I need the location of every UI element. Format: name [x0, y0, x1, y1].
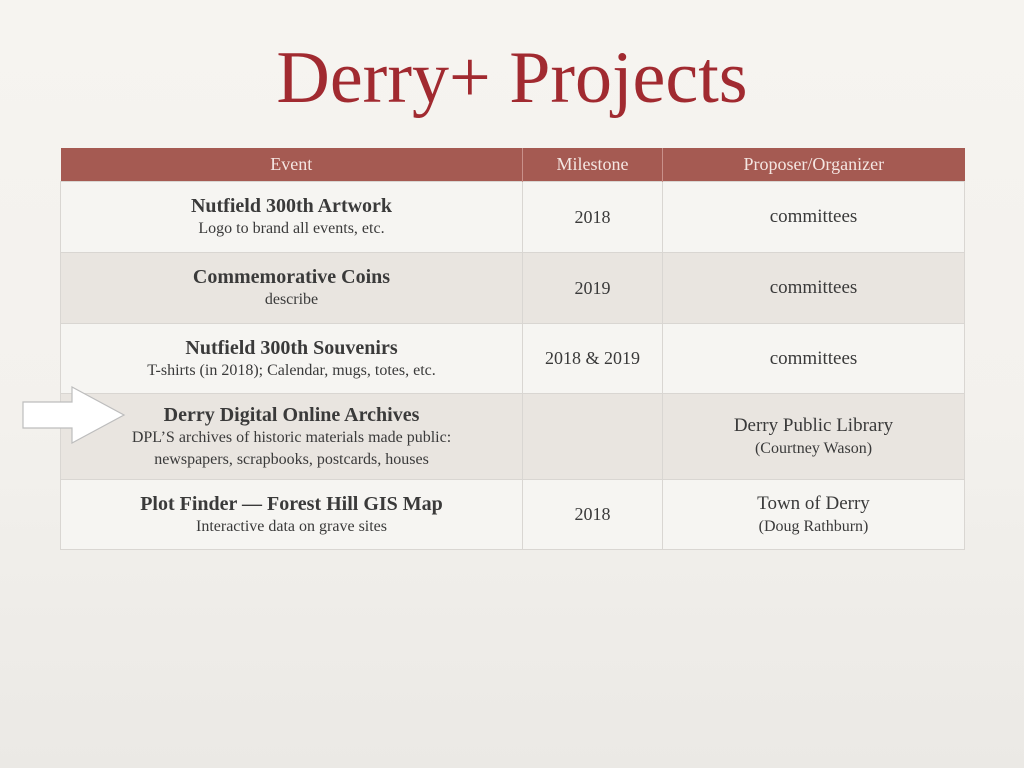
event-cell	[61, 394, 523, 480]
organizer-name: Town of Derry	[757, 492, 870, 514]
event-description: DPL’S archives of historic materials made public:	[131, 428, 452, 446]
event-description: describe	[264, 291, 319, 308]
event-title: Commemorative Coins	[192, 266, 391, 288]
organizer-contact: (Doug Rathburn)	[758, 517, 869, 535]
organizer-name: committees	[769, 347, 858, 369]
event-description: Interactive data on grave sites	[195, 517, 388, 535]
event-cell	[61, 253, 523, 324]
table-header-row	[61, 148, 965, 182]
slide-title: Derry+ Projects	[276, 37, 748, 119]
organizer-cell	[663, 253, 965, 324]
event-title: Nutfield 300th Souvenirs	[185, 336, 398, 359]
table-row	[61, 480, 965, 550]
header-milestone: Milestone	[523, 148, 663, 182]
organizer-name: committees	[769, 277, 858, 298]
milestone-cell: 2018	[523, 182, 663, 253]
event-description: Logo to brand all events, etc.	[198, 220, 385, 237]
event-title: Derry Digital Online Archives	[163, 403, 420, 426]
event-cell	[61, 182, 523, 253]
event-title: Nutfield 300th Artwork	[190, 195, 393, 217]
event-description: T-shirts (in 2018); Calendar, mugs, totes, etc.	[147, 361, 436, 379]
table-row	[61, 182, 965, 253]
event-cell	[61, 480, 523, 550]
table-row	[61, 324, 965, 394]
organizer-contact: (Courtney Wason)	[754, 439, 873, 457]
header-event: Event	[61, 148, 523, 182]
milestone-cell	[523, 394, 663, 480]
projects-table	[60, 148, 965, 550]
right-arrow-icon	[22, 386, 126, 444]
table-row	[61, 394, 965, 480]
organizer-cell	[663, 480, 965, 550]
milestone-cell: 2019	[523, 253, 663, 324]
organizer-cell	[663, 324, 965, 394]
table-row	[61, 253, 965, 324]
event-description: newspapers, scrapbooks, postcards, houses	[154, 450, 429, 468]
milestone-cell: 2018	[523, 480, 663, 550]
organizer-name: committees	[769, 206, 858, 227]
organizer-cell	[663, 394, 965, 480]
organizer-name: Derry Public Library	[733, 414, 894, 436]
milestone-cell: 2018 & 2019	[523, 324, 663, 394]
header-organizer: Proposer/Organizer	[663, 148, 965, 182]
organizer-cell	[663, 182, 965, 253]
event-cell	[61, 324, 523, 394]
event-title: Plot Finder — Forest Hill GIS Map	[140, 492, 443, 515]
